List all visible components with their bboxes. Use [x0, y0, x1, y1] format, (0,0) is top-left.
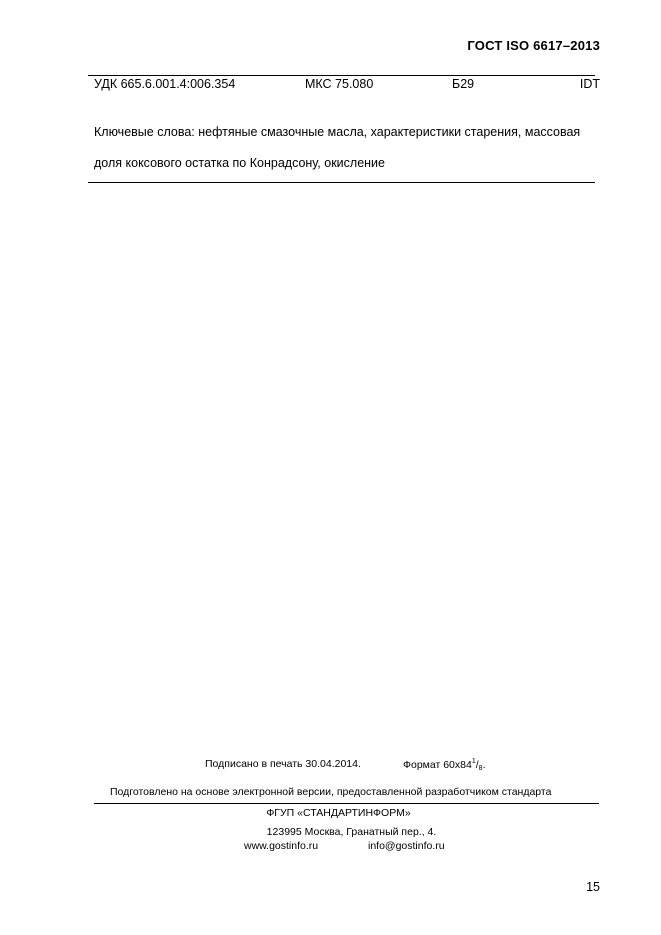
signed-date: Подписано в печать 30.04.2014. [205, 758, 361, 770]
category-code: Б29 [452, 77, 475, 91]
top-rule [88, 75, 595, 76]
publisher-email: info@gostinfo.ru [368, 840, 445, 852]
publisher-website: www.gostinfo.ru [244, 840, 319, 852]
publisher-name: ФГУП «СТАНДАРТИНФОРМ» [266, 807, 411, 819]
format-end: . [482, 759, 486, 771]
keywords-rule [88, 182, 595, 183]
format-denominator: 8 [478, 765, 483, 772]
udk-code: УДК 665.6.001.4:006.354 [94, 77, 236, 91]
prepared-note: Подготовлено на основе электронной версии, предоставленной разработчиком стандарта [110, 786, 552, 798]
imprint-rule [94, 803, 599, 804]
standard-designation: ГОСТ ISO 6617–2013 [467, 38, 600, 53]
page-number: 15 [586, 880, 600, 894]
format-label: Формат 60х84 [403, 759, 472, 771]
print-format: Формат $60х84^1/_8$. [403, 758, 486, 772]
mks-code: МКС 75.080 [305, 77, 374, 91]
format-numerator: 1 [471, 758, 476, 765]
keywords-paragraph: Ключевые слова: нефтяные смазочные масла, характеристики старения, массовая доля коксового остатка по Конрадсону, окисление [94, 125, 581, 170]
equivalence-code: IDT [579, 77, 600, 91]
publisher-address: 123995 Москва, Гранатный пер., 4. [266, 826, 437, 838]
